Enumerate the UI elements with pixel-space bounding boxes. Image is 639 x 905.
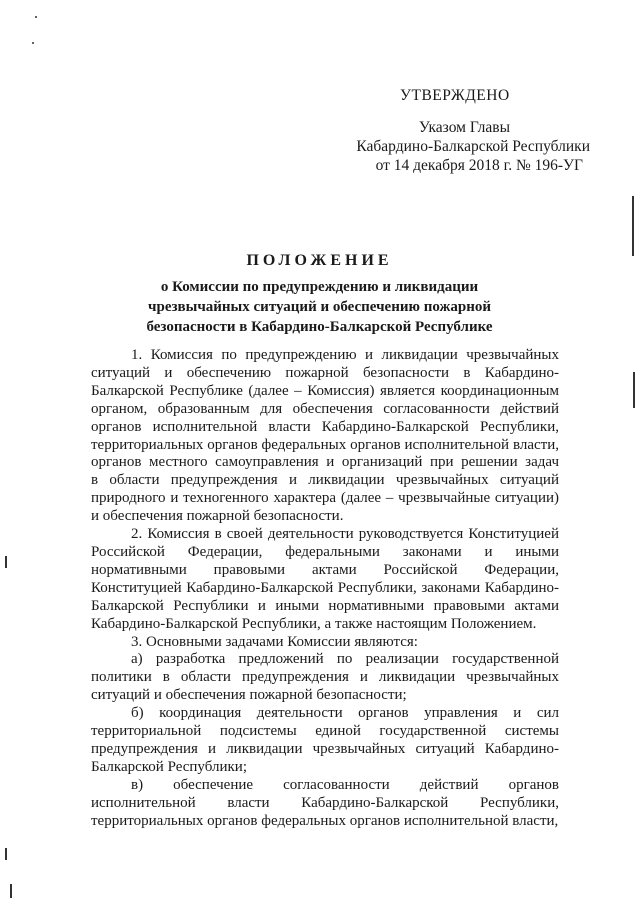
scan-edge-mark xyxy=(5,848,7,860)
approval-stamp: УТВЕРЖДЕНО xyxy=(400,87,510,104)
text-line: и обеспечения пожарной безопасности. xyxy=(91,508,344,525)
text-line: в области предупреждения и ликвидации чрезвычайных ситуаций xyxy=(91,472,559,489)
text-line: нормативными правовыми актами Российской Федерации, xyxy=(91,561,559,578)
text-line: исполнительной власти Кабардино-Балкарской Республики, xyxy=(91,794,559,811)
text-line: Российской Федерации, федеральными законами и иными xyxy=(91,543,559,560)
scan-edge-mark xyxy=(10,884,12,898)
text-line: ситуаций и обеспечения пожарной безопасности; xyxy=(91,687,407,704)
text-line: а) разработка предложений по реализации государственной xyxy=(131,651,559,668)
text-line: Балкарской Республики и иными нормативными правовыми актами xyxy=(91,597,559,614)
subtitle-line-1: о Комиссии по предупреждению и ликвидации xyxy=(160,279,479,295)
paragraph-p3b xyxy=(91,705,559,777)
text-line: б) координация деятельности органов управления и сил xyxy=(131,705,559,722)
scan-edge-mark xyxy=(633,372,635,408)
approval-date-line: от 14 декабря 2018 г. № 196-УГ xyxy=(375,157,583,174)
paragraph-p1 xyxy=(91,347,559,526)
document-body xyxy=(91,347,559,830)
text-line: органом, образованным для обеспечения согласованности действий xyxy=(91,400,559,417)
subtitle-line-2: чрезвычайных ситуаций и обеспечению пожарной xyxy=(148,299,491,315)
paragraph-p2 xyxy=(91,526,559,633)
text-line: в) обеспечение согласованности действий органов xyxy=(131,776,559,793)
text-line: Конституцией Кабардино-Балкарской Республики, законами Кабардино- xyxy=(91,579,559,596)
text-line: политики в области предупреждения и ликвидации чрезвычайных xyxy=(91,669,559,686)
text-line: Балкарской Республике (далее – Комиссия) является координационным xyxy=(91,382,559,399)
paragraph-p3a xyxy=(91,651,559,705)
scan-edge-mark xyxy=(5,556,7,568)
text-line: 1. Комиссия по предупреждению и ликвидации чрезвычайных xyxy=(131,347,559,363)
subtitle-line-3: безопасности в Кабардино-Балкарской Республике xyxy=(146,319,493,335)
document-title: ПОЛОЖЕНИЕ xyxy=(246,252,393,269)
text-line: предупреждения и ликвидации чрезвычайных ситуаций Кабардино- xyxy=(91,740,559,757)
paragraph-p3c xyxy=(91,777,559,831)
text-line: органов исполнительной власти Кабардино-Балкарской Республики, xyxy=(91,418,559,435)
text-line: ситуаций и обеспечению пожарной безопасности в Кабардино- xyxy=(91,364,559,381)
text-line: 3. Основными задачами Комиссии являются: xyxy=(131,633,418,650)
scan-dot xyxy=(35,16,37,18)
text-line: 2. Комиссия в своей деятельности руководствуется Конституцией xyxy=(131,526,559,543)
text-line: территориальных органов федеральных органов исполнительной власти, xyxy=(91,812,559,829)
text-line: Кабардино-Балкарской Республики, а также настоящим Положением. xyxy=(91,615,537,632)
text-line: органов местного самоуправления и организаций при решении задач xyxy=(91,454,559,471)
scan-dot xyxy=(32,42,34,44)
paragraph-p3 xyxy=(91,634,559,652)
approval-authority-line: Кабардино-Балкарской Республики xyxy=(356,138,590,155)
text-line: территориальных органов федеральных органов исполнительной власти, xyxy=(91,436,559,453)
approval-decree-line: Указом Главы xyxy=(418,119,510,136)
text-line: Балкарской Республики; xyxy=(91,758,247,775)
scan-edge-mark xyxy=(632,196,634,256)
text-line: территориальной подсистемы единой государственной системы xyxy=(91,723,559,740)
text-line: природного и техногенного характера (далее – чрезвычайные ситуации) xyxy=(91,490,559,507)
